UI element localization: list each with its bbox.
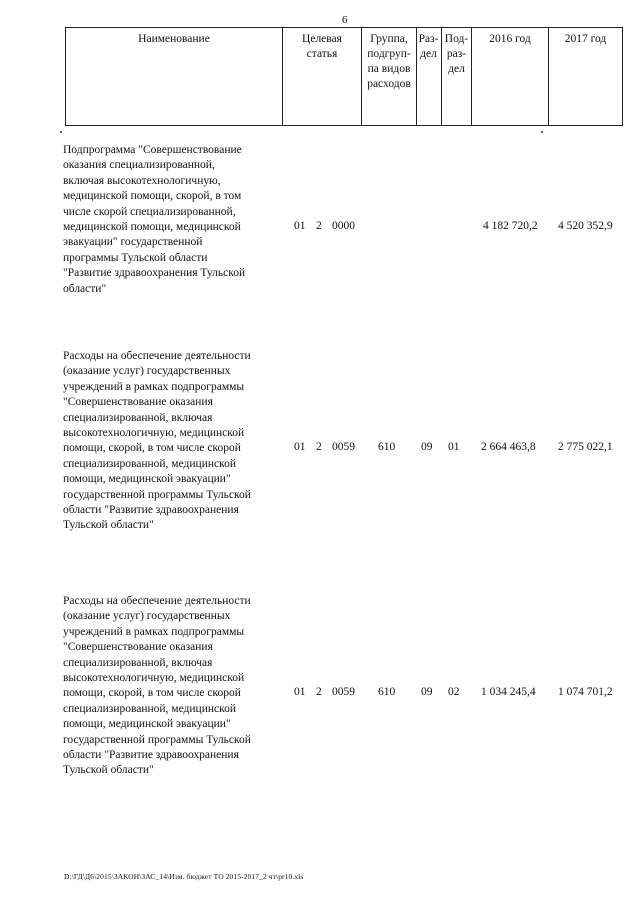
expense-group: 610 bbox=[378, 686, 396, 698]
footer-file-path: D:\ГД\Д6\2015\ЗАКОН\ЗАС_14\Изм. бюджет ТО 2015-2017_2 чт\pr10.xls bbox=[64, 872, 304, 881]
value-2017: 4 520 352,9 bbox=[558, 220, 613, 232]
value-2017: 1 074 701,2 bbox=[558, 686, 613, 698]
header-target-article: Целевая статья bbox=[302, 33, 342, 60]
value-2016: 4 182 720,2 bbox=[483, 220, 538, 232]
code-subprogram: 2 bbox=[316, 220, 322, 232]
code-subprogram: 2 bbox=[316, 441, 322, 453]
subsection: 01 bbox=[448, 441, 460, 453]
code-direction: 0000 bbox=[332, 220, 355, 232]
header-2017: 2017 год bbox=[564, 33, 607, 45]
subsection: 02 bbox=[448, 686, 460, 698]
header-bottom-border bbox=[65, 125, 623, 126]
code-program: 01 bbox=[294, 441, 306, 453]
header-name: Наименование bbox=[138, 33, 210, 45]
code-direction: 0059 bbox=[332, 441, 355, 453]
code-direction: 0059 bbox=[332, 686, 355, 698]
header-section: Раз- дел bbox=[418, 33, 439, 60]
code-program: 01 bbox=[294, 220, 306, 232]
row-name: Подпрограмма "Совершенствование оказания специализированной, включая высокотехнологичную, медицинской помощи, скорой, в том числе скорой специализированной, медицинской помощи, медицинской эвакуации" государственной программы Тульской области "Развитие здравоохранения Тульской области" bbox=[63, 144, 246, 295]
value-2016: 2 664 463,8 bbox=[481, 441, 536, 453]
expense-group: 610 bbox=[378, 441, 396, 453]
section: 09 bbox=[421, 686, 433, 698]
scan-speck bbox=[541, 131, 543, 133]
scan-speck bbox=[60, 131, 62, 133]
header-2016: 2016 год bbox=[489, 33, 531, 45]
code-program: 01 bbox=[294, 686, 306, 698]
value-2016: 1 034 245,4 bbox=[481, 686, 536, 698]
col-divider bbox=[622, 27, 623, 126]
code-subprogram: 2 bbox=[316, 686, 322, 698]
row-name: Расходы на обеспечение деятельности (оказание услуг) государственных учреждений в рамках подпрограммы "Совершенствование оказания специализированной, включая высокотехнологичную, медицинской помощи, скорой, в том числе скорой специализированной, медицинской помощи, медицинской эвакуации" государственной программы Тульской области "Развитие здравоохранения Тульской области" bbox=[63, 595, 251, 777]
header-top-border bbox=[65, 27, 623, 28]
row-name: Расходы на обеспечение деятельности (оказание услуг) государственных учреждений в рамках подпрограммы "Совершенствование оказания специализированной, включая высокотехнологичную, медицинской помощи, скорой, в том числе скорой специализированной, медицинской помощи, медицинской эвакуации" государственной программы Тульской области "Развитие здравоохранения Тульской области" bbox=[63, 350, 251, 532]
page-number: 6 bbox=[342, 14, 348, 26]
value-2017: 2 775 022,1 bbox=[558, 441, 613, 453]
section: 09 bbox=[421, 441, 433, 453]
header-subsection: Под- раз- дел bbox=[444, 33, 469, 75]
header-expense-group: Группа, подгруп- па видов расходов bbox=[367, 33, 411, 90]
